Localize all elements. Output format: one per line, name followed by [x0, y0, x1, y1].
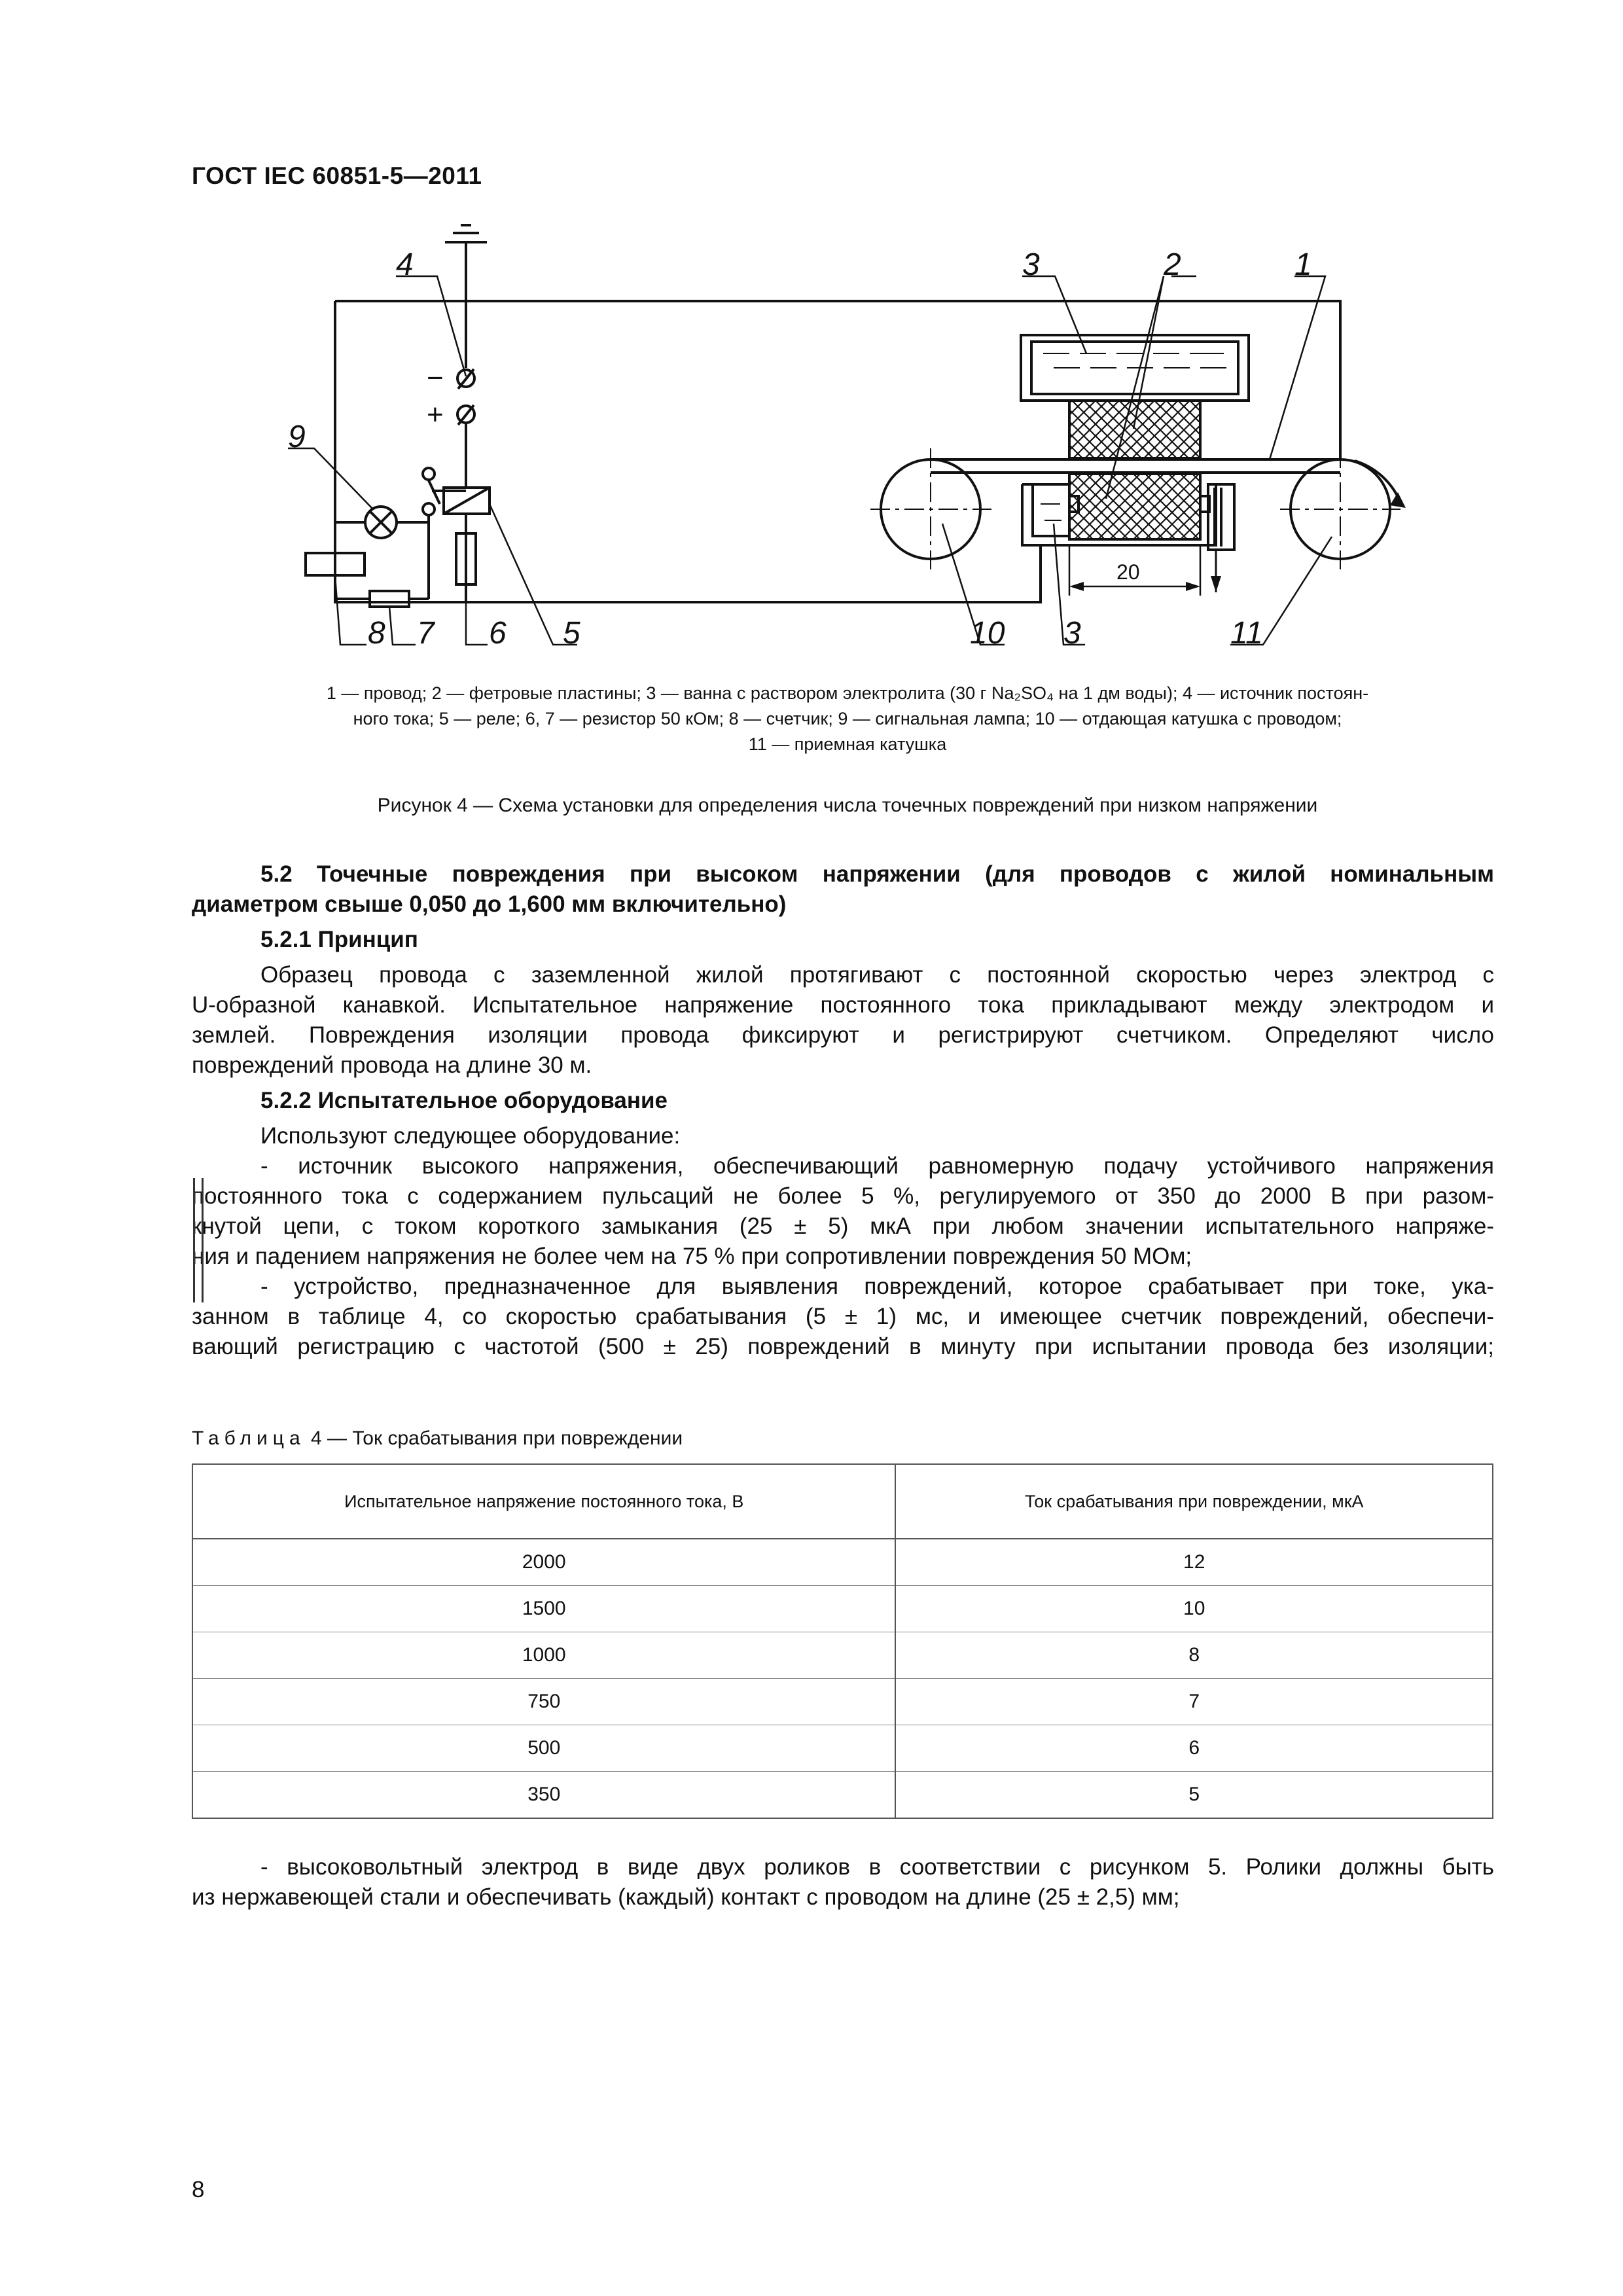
cell-voltage: 750: [192, 1679, 895, 1725]
label-8: 8: [368, 616, 385, 651]
bullet-line: из нержавеющей стали и обеспечивать (каждый) контакт с проводом на длине (25 ± 2,5) мм;: [192, 1884, 1180, 1910]
dimension-label: 20: [1116, 560, 1140, 584]
cell-voltage: 1000: [192, 1632, 895, 1679]
figure-legend: [196, 681, 1499, 757]
cell-voltage: 500: [192, 1725, 895, 1772]
table-row: [192, 1679, 1493, 1725]
document-header: ГОСТ IEC 60851-5—2011: [192, 162, 482, 189]
wire-bottom: [335, 301, 1041, 602]
cell-current: 10: [895, 1586, 1493, 1632]
paragraph-line: землей. Повреждения изоляции провода фиксируют и регистрируют счетчиком. Определяют число: [192, 1022, 1494, 1048]
table-caption-word: Таблица: [192, 1427, 306, 1449]
bullet-line: вающий регистрацию с частотой (500 ± 25) повреждений в минуту при испытании провода без изоляции;: [192, 1334, 1494, 1359]
bullet-line: занном в таблице 4, со скоростью срабатывания (5 ± 1) мс, и имеющее счетчик повреждений, обеспечи-: [192, 1304, 1494, 1329]
table-row: [192, 1725, 1493, 1772]
leader-2b: [1106, 276, 1164, 499]
subsection-heading: 5.2.1 Принцип: [260, 927, 418, 952]
section-5-2: [192, 859, 1494, 1362]
change-bar: [193, 1178, 204, 1302]
switch-contact: [423, 468, 435, 480]
label-3: 3: [1022, 247, 1040, 282]
table-row: [192, 1632, 1493, 1679]
section-heading-cont: диаметром свыше 0,050 до 1,600 мм включительно): [192, 891, 787, 917]
figure-4-diagram: [0, 0, 1623, 694]
cell-voltage: 350: [192, 1772, 895, 1819]
switch-contact: [423, 503, 435, 515]
cell-current: 8: [895, 1632, 1493, 1679]
bullet-line: ния и падением напряжения не более чем на 75 % при сопротивлении повреждения 50 МОм;: [192, 1244, 1192, 1269]
table-row: [192, 1539, 1493, 1586]
subsection-heading: 5.2.2 Испытательное оборудование: [260, 1088, 668, 1113]
rotation-arrow: [1355, 461, 1400, 503]
cell-current: 6: [895, 1725, 1493, 1772]
table-row: [192, 1772, 1493, 1819]
bullet-line: кнутой цепи, с током короткого замыкания (25 ± 5) мкА при любом значении испытательного напряже-: [192, 1213, 1494, 1239]
after-table-text: [192, 1852, 1494, 1912]
label-11: 11: [1230, 616, 1263, 651]
column-header: Ток срабатывания при повреждении, мкА: [895, 1464, 1493, 1539]
label-5: 5: [563, 616, 580, 651]
plus-sign: +: [427, 399, 444, 431]
resistor-7: [370, 591, 409, 607]
bullet-line: - источник высокого напряжения, обеспечивающий равномерную подачу устойчивого напряжения: [260, 1153, 1494, 1179]
leader-6: [466, 584, 488, 645]
label-9: 9: [288, 420, 306, 454]
page-number: 8: [192, 2177, 205, 2202]
legend-line: 11 — приемная катушка: [748, 734, 947, 754]
cell-voltage: 2000: [192, 1539, 895, 1586]
table-4: [192, 1463, 1493, 1819]
leader-8: [335, 576, 366, 645]
cell-current: 5: [895, 1772, 1493, 1819]
label-4: 4: [396, 247, 414, 282]
table-caption-text: 4 — Ток срабатывания при повреждении: [305, 1427, 683, 1449]
column-header: Испытательное напряжение постоянного тока, В: [192, 1464, 895, 1539]
legend-line: ного тока; 5 — реле; 6, 7 — резистор 50 кОм; 8 — счетчик; 9 — сигнальная лампа; 10 — отдающая катушка с проводом;: [353, 709, 1342, 728]
paragraph-line: Используют следующее оборудование:: [260, 1123, 681, 1149]
paragraph-line: U-образной канавкой. Испытательное напряжение постоянного тока прикладывают между электродом и: [192, 992, 1494, 1018]
leader-1: [1270, 276, 1325, 459]
leader-9: [288, 448, 373, 509]
paragraph-line: Образец провода с заземленной жилой протягивают с постоянной скоростью через электрод с: [260, 962, 1494, 988]
minus-sign: −: [427, 362, 444, 394]
label-3b: 3: [1063, 616, 1081, 651]
table-header-row: [192, 1464, 1493, 1539]
bullet-line: постоянного тока с содержанием пульсаций не более 5 %, регулируемого от 350 до 2000 В при разом-: [192, 1183, 1494, 1209]
table-caption: [192, 1427, 683, 1450]
section-heading: 5.2 Точечные повреждения при высоком напряжении (для проводов с жилой номинальным: [260, 861, 1494, 887]
label-1: 1: [1294, 247, 1312, 282]
label-6: 6: [489, 616, 507, 651]
felt-plate-upper: [1069, 401, 1200, 458]
paragraph-line: повреждений провода на длине 30 м.: [192, 1052, 592, 1078]
cell-current: 12: [895, 1539, 1493, 1586]
bullet-line: - высоковольтный электрод в виде двух роликов в соответствии с рисунком 5. Ролики должны быть: [260, 1854, 1494, 1880]
cell-voltage: 1500: [192, 1586, 895, 1632]
felt-plate-lower: [1069, 474, 1200, 539]
cell-current: 7: [895, 1679, 1493, 1725]
label-10: 10: [970, 616, 1005, 651]
leader-7: [389, 607, 416, 645]
table-row: [192, 1586, 1493, 1632]
figure-caption: Рисунок 4 — Схема установки для определения числа точечных повреждений при низком напряжении: [377, 795, 1318, 816]
label-2: 2: [1164, 247, 1181, 282]
label-7: 7: [417, 616, 435, 651]
bullet-line: - устройство, предназначенное для выявления повреждений, которое срабатывает при токе, ука-: [260, 1274, 1494, 1299]
legend-line: 1 — провод; 2 — фетровые пластины; 3 — ванна с раствором электролита (30 г Na₂SO₄ на 1 дм воды); 4 — источник постоян-: [326, 683, 1369, 703]
